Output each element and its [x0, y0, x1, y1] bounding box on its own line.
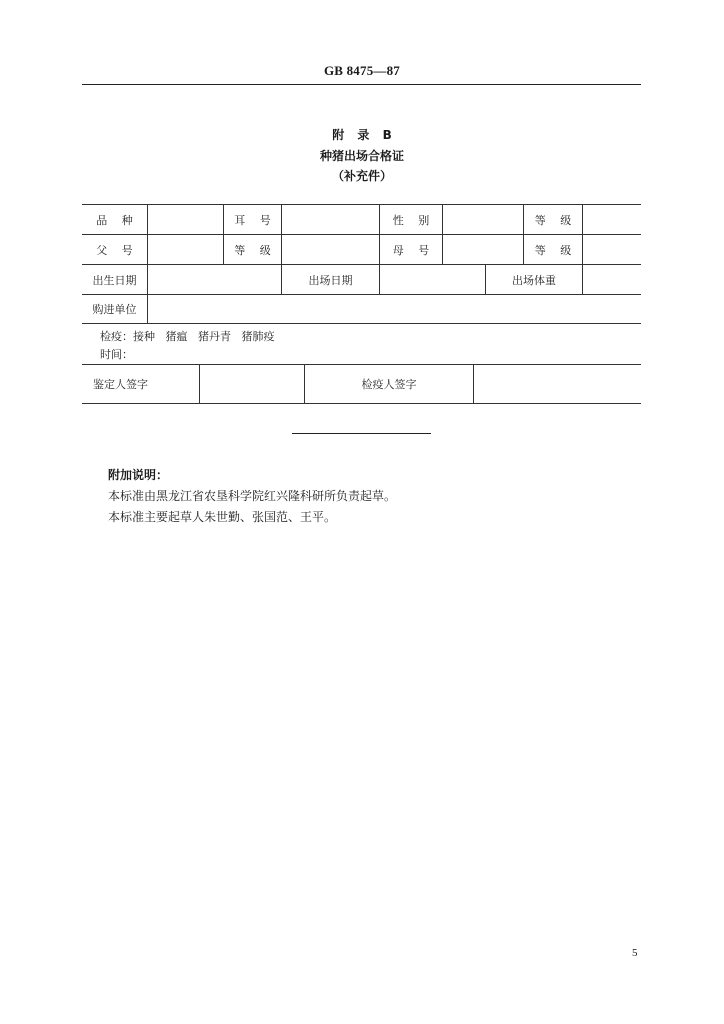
label-sire-number: 父 号 — [82, 235, 148, 264]
quarantine-line: 检疫：接种 猪瘟 猪丹青 猪肺疫 — [100, 330, 275, 343]
end-rule — [292, 433, 431, 434]
value-ear-number — [282, 205, 380, 234]
header-rule — [82, 84, 641, 85]
value-departure-weight — [583, 265, 641, 294]
value-breed — [148, 205, 224, 234]
label-grade: 等 级 — [524, 205, 583, 234]
value-sex — [443, 205, 524, 234]
value-grade — [583, 205, 641, 234]
value-purchaser — [148, 295, 641, 323]
label-departure-weight: 出场体重 — [486, 265, 583, 294]
additional-notes-heading: 附加说明： — [108, 468, 169, 482]
value-inspector-signature — [474, 365, 641, 403]
quarantine-time-label: 时间： — [100, 348, 133, 361]
page-number: 5 — [632, 947, 638, 959]
label-ear-number: 耳 号 — [224, 205, 282, 234]
label-appraiser-signature: 鉴定人签字 — [82, 365, 200, 403]
table-rule-bottom — [82, 403, 641, 404]
table-rule — [82, 323, 641, 324]
label-birth-date: 出生日期 — [82, 265, 148, 294]
label-purchaser: 购进单位 — [82, 295, 148, 323]
additional-note-line: 本标准由黑龙江省农垦科学院红兴隆科研所负责起草。 — [108, 489, 397, 503]
supplement-note: （补充件） — [331, 169, 392, 183]
value-appraiser-signature — [200, 365, 305, 403]
value-birth-date — [148, 265, 282, 294]
label-dam-grade: 等 级 — [524, 235, 583, 264]
value-sire-grade — [282, 235, 380, 264]
label-departure-date: 出场日期 — [282, 265, 380, 294]
label-breed: 品 种 — [82, 205, 148, 234]
certificate-form — [82, 204, 641, 404]
value-dam-grade — [583, 235, 641, 264]
certificate-title: 种猪出场合格证 — [319, 149, 404, 163]
label-sire-grade: 等 级 — [224, 235, 282, 264]
standard-code: GB 8475—87 — [323, 63, 401, 78]
value-departure-date — [380, 265, 486, 294]
value-sire-number — [148, 235, 224, 264]
label-dam-number: 母 号 — [380, 235, 443, 264]
label-sex: 性 别 — [380, 205, 443, 234]
additional-note-line: 本标准主要起草人朱世勤、张国范、王平。 — [108, 510, 337, 524]
appendix-title: 附 录 B — [332, 128, 392, 142]
label-inspector-signature: 检疫人签字 — [305, 365, 474, 403]
value-dam-number — [443, 235, 524, 264]
